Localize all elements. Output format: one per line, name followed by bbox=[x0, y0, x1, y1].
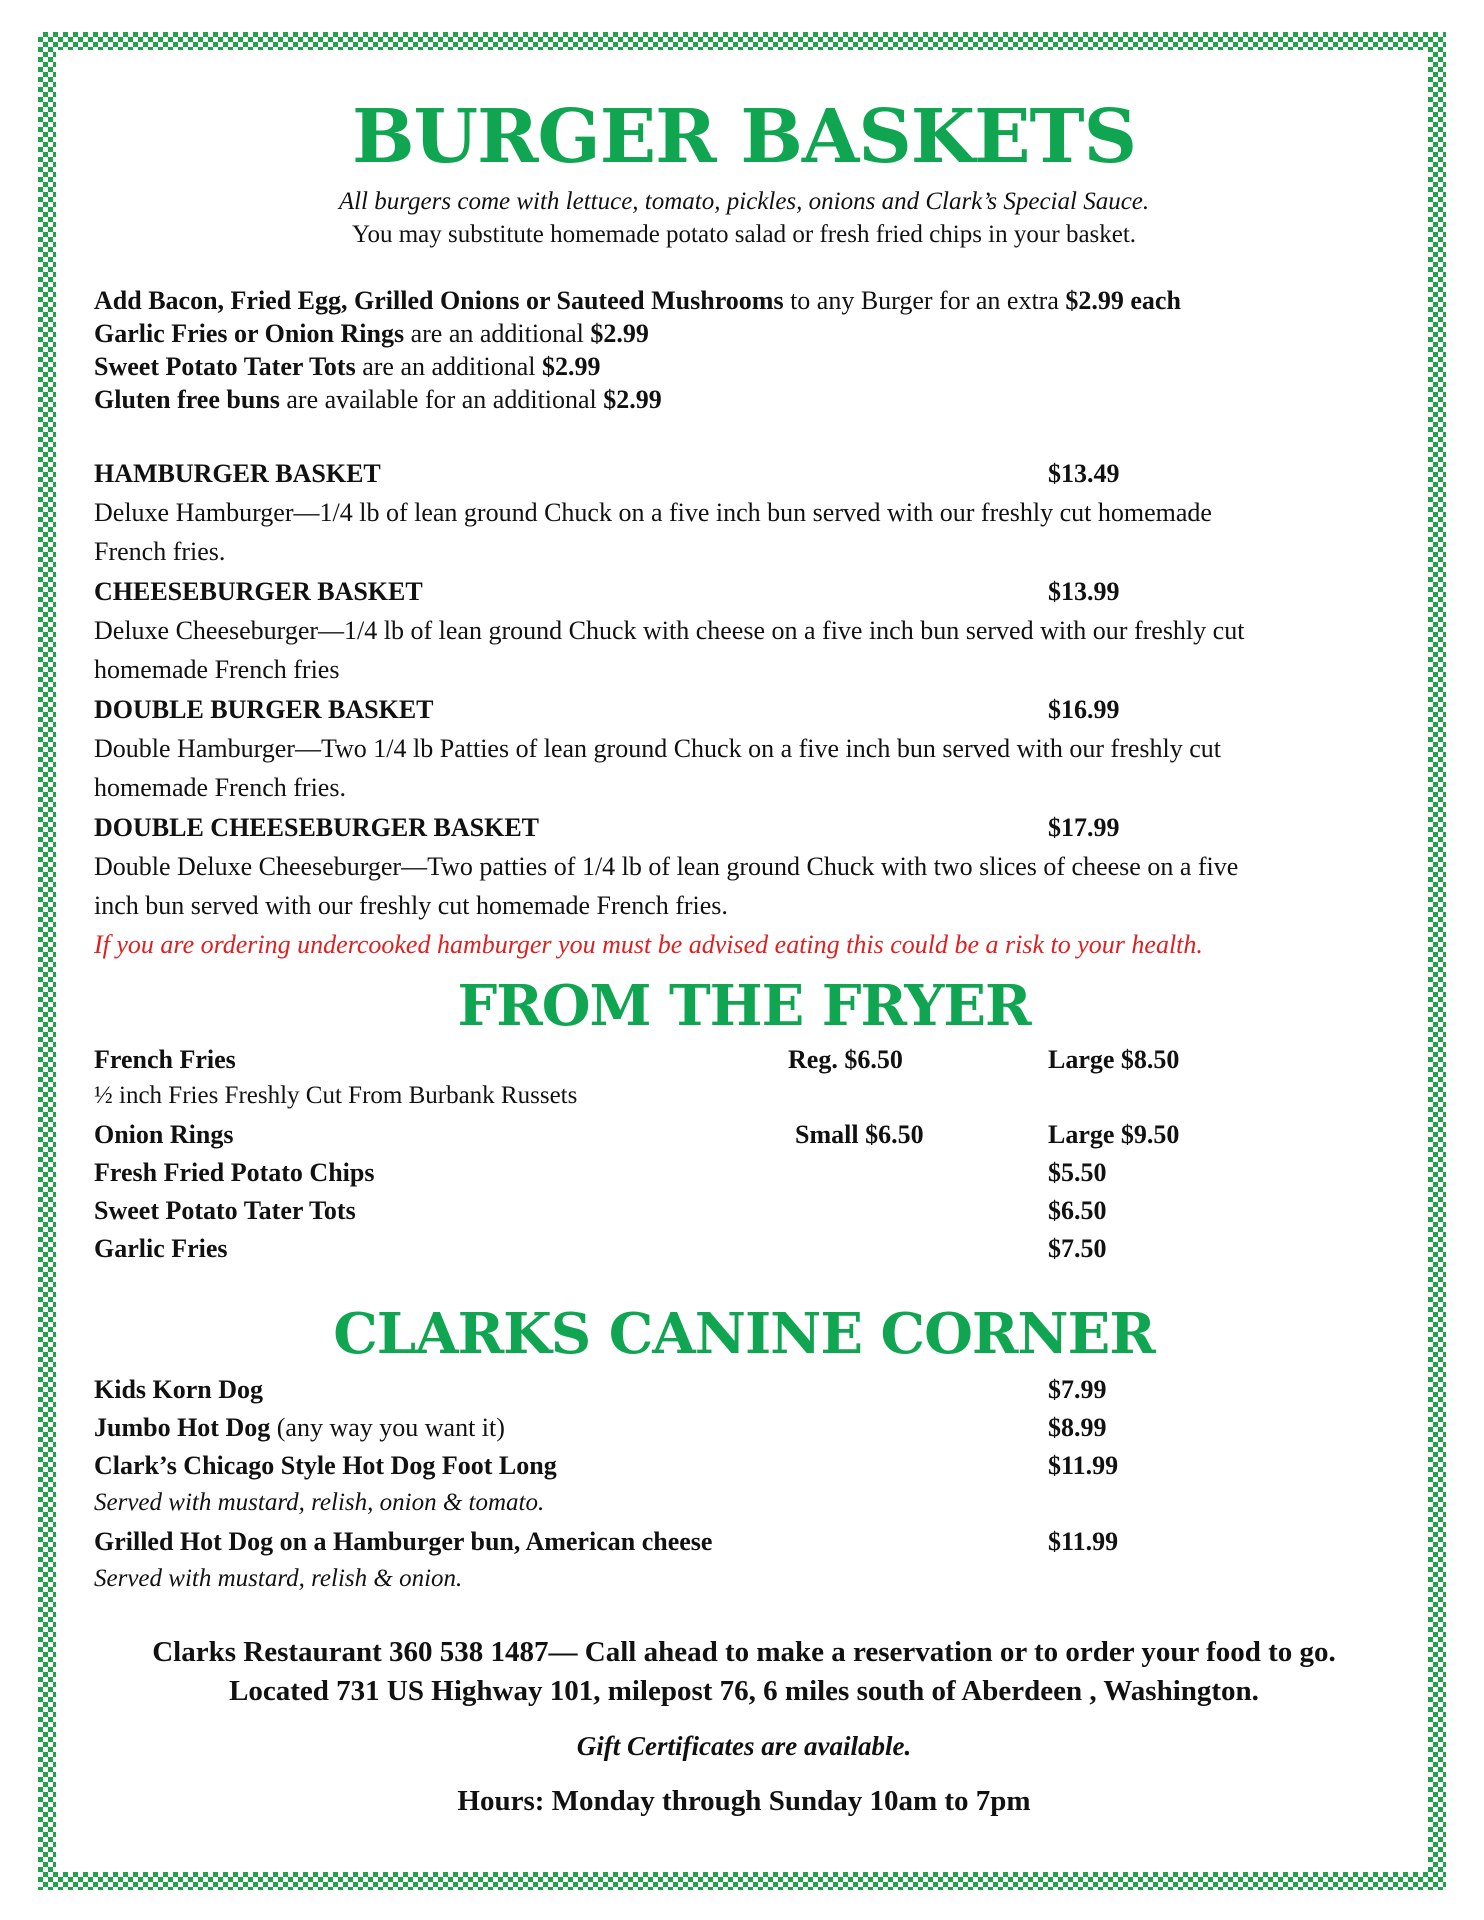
double-cheeseburger-basket-desc-1: Double Deluxe Cheeseburger—Two patties of 1/4 lb of lean ground Chuck with two slices of cheese on a five bbox=[94, 852, 1239, 881]
cheeseburger-basket-name: CHEESEBURGER BASKET bbox=[94, 577, 423, 606]
onion-rings-small-price: Small $6.50 bbox=[795, 1120, 924, 1149]
french-fries-reg-price: Reg. $6.50 bbox=[788, 1045, 903, 1074]
jumbo-hot-dog-name: Jumbo Hot Dog bbox=[94, 1413, 271, 1442]
burger-subtitle-2: You may substitute homemade potato salad or fresh fried chips in your basket. bbox=[351, 221, 1137, 248]
garlic-fries-price: $7.50 bbox=[1048, 1234, 1107, 1263]
double-cheeseburger-basket-name: DOUBLE CHEESEBURGER BASKET bbox=[94, 813, 540, 842]
addon-line-2 bbox=[94, 319, 649, 349]
addon-line-1 bbox=[94, 286, 1181, 316]
addon-2-price: $2.99 bbox=[590, 319, 649, 348]
tater-tots-price: $6.50 bbox=[1048, 1196, 1107, 1225]
addon-4-text: are available for an additional bbox=[279, 385, 604, 414]
cheeseburger-basket-desc-2: homemade French fries bbox=[94, 655, 340, 684]
garlic-fries-name: Garlic Fries bbox=[94, 1234, 228, 1263]
contact-line: Clarks Restaurant 360 538 1487— Call ahead to make a reservation or to order your food to go. bbox=[152, 1636, 1336, 1668]
from-the-fryer-heading: FROM THE FRYER bbox=[457, 973, 1031, 1039]
jumbo-hot-dog-line bbox=[94, 1413, 505, 1443]
cheeseburger-basket-desc-1: Deluxe Cheeseburger—1/4 lb of lean ground Chuck with cheese on a five inch bun served with our freshly cut bbox=[94, 616, 1245, 645]
double-cheeseburger-basket-price: $17.99 bbox=[1048, 813, 1120, 842]
kids-korn-dog-price: $7.99 bbox=[1048, 1375, 1107, 1404]
location-line: Located 731 US Highway 101, milepost 76, 6 miles south of Aberdeen , Washington. bbox=[229, 1675, 1259, 1707]
grilled-hot-dog-name: Grilled Hot Dog on a Hamburger bun, American cheese bbox=[94, 1527, 713, 1556]
grilled-hot-dog-price: $11.99 bbox=[1048, 1527, 1119, 1556]
double-burger-basket-price: $16.99 bbox=[1048, 695, 1120, 724]
double-burger-basket-desc-2: homemade French fries. bbox=[94, 773, 346, 802]
chicago-hot-dog-desc: Served with mustard, relish, onion & tomato. bbox=[94, 1489, 545, 1516]
addon-1-items: Add Bacon, Fried Egg, Grilled Onions or Sauteed Mushrooms bbox=[94, 286, 784, 315]
burger-subtitle-1: All burgers come with lettuce, tomato, pickles, onions and Clark’s Special Sauce. bbox=[338, 188, 1150, 215]
addon-4-items: Gluten free buns bbox=[94, 385, 280, 414]
hamburger-basket-desc-1: Deluxe Hamburger—1/4 lb of lean ground Chuck on a five inch bun served with our freshly cut homemade bbox=[94, 498, 1212, 527]
jumbo-hot-dog-price: $8.99 bbox=[1048, 1413, 1107, 1442]
addon-2-items: Garlic Fries or Onion Rings bbox=[94, 319, 405, 348]
grilled-hot-dog-desc: Served with mustard, relish & onion. bbox=[94, 1565, 463, 1592]
addon-4-price: $2.99 bbox=[603, 385, 662, 414]
hamburger-basket-desc-2: French fries. bbox=[94, 537, 226, 566]
potato-chips-price: $5.50 bbox=[1048, 1158, 1107, 1187]
burger-baskets-heading: BURGER BASKETS bbox=[351, 94, 1137, 180]
addon-1-price: $2.99 each bbox=[1065, 286, 1181, 315]
addon-2-text: are an additional bbox=[404, 319, 591, 348]
onion-rings-name: Onion Rings bbox=[94, 1120, 234, 1149]
addon-3-price: $2.99 bbox=[541, 352, 601, 381]
double-burger-basket-name: DOUBLE BURGER BASKET bbox=[94, 695, 434, 724]
chicago-hot-dog-name: Clark’s Chicago Style Hot Dog Foot Long bbox=[94, 1451, 557, 1480]
hours-line: Hours: Monday through Sunday 10am to 7pm bbox=[457, 1785, 1031, 1817]
jumbo-hot-dog-note: (any way you want it) bbox=[270, 1413, 505, 1442]
onion-rings-large-price: Large $9.50 bbox=[1048, 1120, 1180, 1149]
tater-tots-name: Sweet Potato Tater Tots bbox=[94, 1196, 356, 1225]
addon-3-items: Sweet Potato Tater Tots bbox=[94, 352, 356, 381]
potato-chips-name: Fresh Fried Potato Chips bbox=[94, 1158, 375, 1187]
double-cheeseburger-basket-desc-2: inch bun served with our freshly cut homemade French fries. bbox=[94, 891, 728, 920]
hamburger-basket-name: HAMBURGER BASKET bbox=[94, 459, 381, 488]
addon-line-4 bbox=[94, 385, 662, 415]
double-burger-basket-desc-1: Double Hamburger—Two 1/4 lb Patties of lean ground Chuck on a five inch bun served with our freshly cut bbox=[94, 734, 1222, 763]
addon-line-3 bbox=[94, 352, 600, 382]
cheeseburger-basket-price: $13.99 bbox=[1048, 577, 1120, 606]
french-fries-large-price: Large $8.50 bbox=[1048, 1045, 1180, 1074]
canine-corner-heading: CLARKS CANINE CORNER bbox=[333, 1301, 1155, 1367]
gift-certificates-line: Gift Certificates are available. bbox=[576, 1731, 912, 1761]
hamburger-basket-price: $13.49 bbox=[1048, 459, 1120, 488]
addon-3-text: are an additional bbox=[355, 352, 542, 381]
undercooked-warning: If you are ordering undercooked hamburger you must be advised eating this could be a risk to your health. bbox=[94, 930, 1203, 959]
kids-korn-dog-name: Kids Korn Dog bbox=[94, 1375, 264, 1404]
chicago-hot-dog-price: $11.99 bbox=[1048, 1451, 1119, 1480]
french-fries-desc: ½ inch Fries Freshly Cut From Burbank Russets bbox=[94, 1082, 578, 1109]
french-fries-name: French Fries bbox=[94, 1045, 236, 1074]
addon-1-text: to any Burger for an extra bbox=[783, 286, 1066, 315]
